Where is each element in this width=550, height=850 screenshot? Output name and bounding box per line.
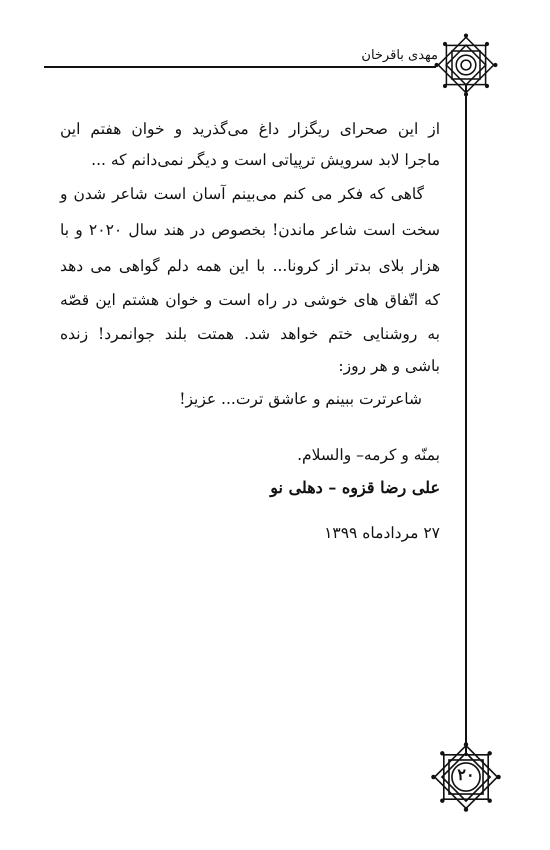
book-page: مهدی باقرخان از این صحرای ریگزار داغ می‌گذرید و خوان هفتم این ماجرا لابد سرویش ترپیاتی است و دیگر نمی‌دانم که ... گاهی که فکر می کنم می‌بینم آسان است شاعر شدن و سخت است شاعر ماندن! بخصوص در هند سال ۲۰۲۰ و با هزار بلای بدتر از کرونا... با این همه دلم گواهی می دهد که اتّفاق های خوشی در راه است و خوان هشتم این قصّه به روشنایی ختم خواهد شد. همتت بلند جوانمرد! زنده باشی و هر روز: شاعرترت ببینم و عاشق ترت... عزیز! بمنّه و کرمه– والسلام. علی رضا قزوه – دهلی نو ۲۷ مردادماه ۱۳۹۹ ۲۰	[0, 0, 550, 850]
running-header-title: مهدی باقرخان	[361, 48, 438, 63]
text-line: گاهی که فکر می کنم می‌بینم آسان است شاعر شدن و	[60, 185, 424, 203]
text-line: به روشنایی ختم خواهد شد. همتت بلند جوانمرد! زنده	[60, 325, 440, 343]
page-number: ۲۰	[457, 765, 475, 784]
text-line: هزار بلای بدتر از کرونا... با این همه دلم گواهی می دهد	[60, 257, 440, 275]
side-rule	[465, 84, 467, 756]
text-line: باشی و هر روز:	[338, 357, 440, 375]
text-line: از این صحرای ریگزار داغ می‌گذرید و خوان هفتم این	[60, 120, 440, 138]
text-line: سخت است شاعر ماندن! بخصوص در هند سال ۲۰۲۰ و با	[60, 221, 440, 239]
header-rule	[44, 66, 436, 68]
text-line: که اتّفاق های خوشی در راه است و خوان هشتم این قصّه	[60, 291, 440, 309]
text-line: ماجرا لابد سرویش ترپیاتی است و دیگر نمی‌دانم که ...	[91, 151, 440, 169]
